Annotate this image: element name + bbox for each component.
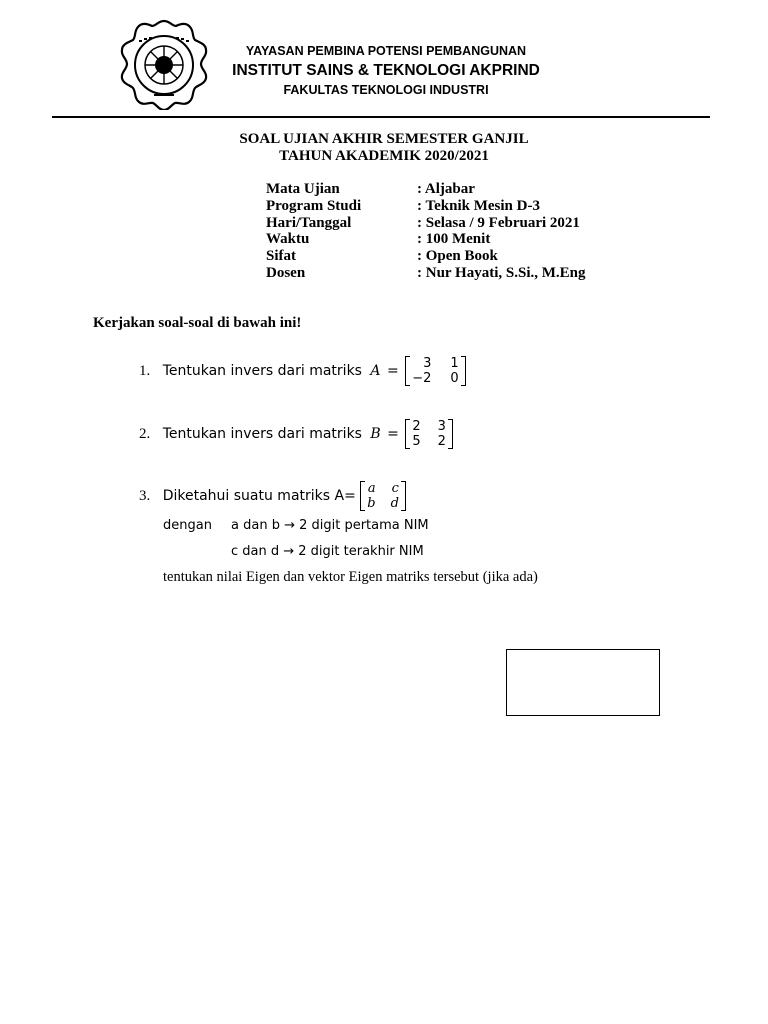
matrix-cell: 0: [450, 371, 459, 386]
equals-sign: =: [387, 426, 399, 442]
matrix-cell: 5: [412, 434, 421, 449]
question-3-task: tentukan nilai Eigen dan vektor Eigen matriks tersebut (jika ada): [163, 569, 538, 585]
foundation-name: YAYASAN PEMBINA POTENSI PEMBANGUNAN: [245, 44, 527, 58]
equals-sign: =: [387, 363, 399, 379]
header-divider: [52, 116, 710, 118]
info-value: : 100 Menit: [417, 231, 491, 248]
matrix-cell: b: [367, 496, 376, 511]
info-row: [266, 231, 586, 248]
exam-title: SOAL UJIAN AKHIR SEMESTER GANJIL: [239, 131, 529, 147]
nim-rule-last: c dan d → 2 digit terakhir NIM: [231, 544, 424, 559]
question-number: 2.: [139, 426, 151, 442]
nim-rule-first: a dan b → 2 digit pertama NIM: [231, 518, 429, 533]
matrix-cell: −2: [412, 371, 432, 386]
info-value: : Nur Hayati, S.Si., M.Eng: [417, 264, 586, 281]
question-3: [139, 481, 406, 511]
info-label: Sifat: [266, 248, 296, 265]
matrix-cell: d: [390, 496, 399, 511]
info-value: : Selasa / 9 Februari 2021: [417, 214, 580, 231]
info-row: [266, 265, 586, 282]
nim-rule-label: dengan: [163, 518, 212, 533]
info-label: Program Studi: [266, 197, 362, 214]
question-number: 3.: [139, 488, 151, 504]
info-row: [266, 215, 586, 232]
question-text: Tentukan invers dari matriks: [162, 363, 362, 379]
info-value: : Teknik Mesin D-3: [417, 197, 540, 214]
institute-name: INSTITUT SAINS & TEKNOLOGI AKPRIND: [232, 62, 540, 79]
info-label: Dosen: [266, 264, 306, 281]
matrix-cell: 2: [437, 434, 446, 449]
answer-box: [506, 649, 660, 716]
matrix-general: [360, 481, 406, 511]
academic-year: TAHUN AKADEMIK 2020/2021: [279, 148, 489, 164]
matrix-cell: c: [391, 481, 399, 496]
info-row: [266, 181, 586, 198]
matrix-a: [405, 356, 465, 386]
matrix-cell: 2: [412, 419, 421, 434]
info-row: [266, 198, 586, 215]
info-label: Waktu: [266, 231, 310, 248]
question-text: Diketahui suatu matriks A=: [162, 488, 356, 504]
instruction: Kerjakan soal-soal di bawah ini!: [93, 315, 302, 331]
matrix-b: [405, 419, 453, 449]
matrix-variable: A: [370, 363, 381, 379]
exam-info-table: [266, 181, 586, 282]
question-1: [139, 356, 466, 386]
matrix-variable: B: [370, 426, 381, 442]
info-label: Mata Ujian: [266, 181, 340, 197]
question-number: 1.: [139, 363, 151, 379]
matrix-cell: a: [367, 481, 376, 496]
info-value: : Open Book: [417, 248, 498, 265]
matrix-cell: 3: [423, 356, 432, 371]
matrix-cell: 3: [437, 419, 446, 434]
info-value: : Aljabar: [417, 181, 475, 197]
campus-emblem-icon: [118, 18, 210, 110]
faculty-name: FAKULTAS TEKNOLOGI INDUSTRI: [283, 83, 489, 97]
question-text: Tentukan invers dari matriks: [162, 426, 362, 442]
question-2: [139, 419, 453, 449]
info-label: Hari/Tanggal: [266, 214, 352, 231]
matrix-cell: 1: [450, 356, 459, 371]
info-row: [266, 248, 586, 265]
